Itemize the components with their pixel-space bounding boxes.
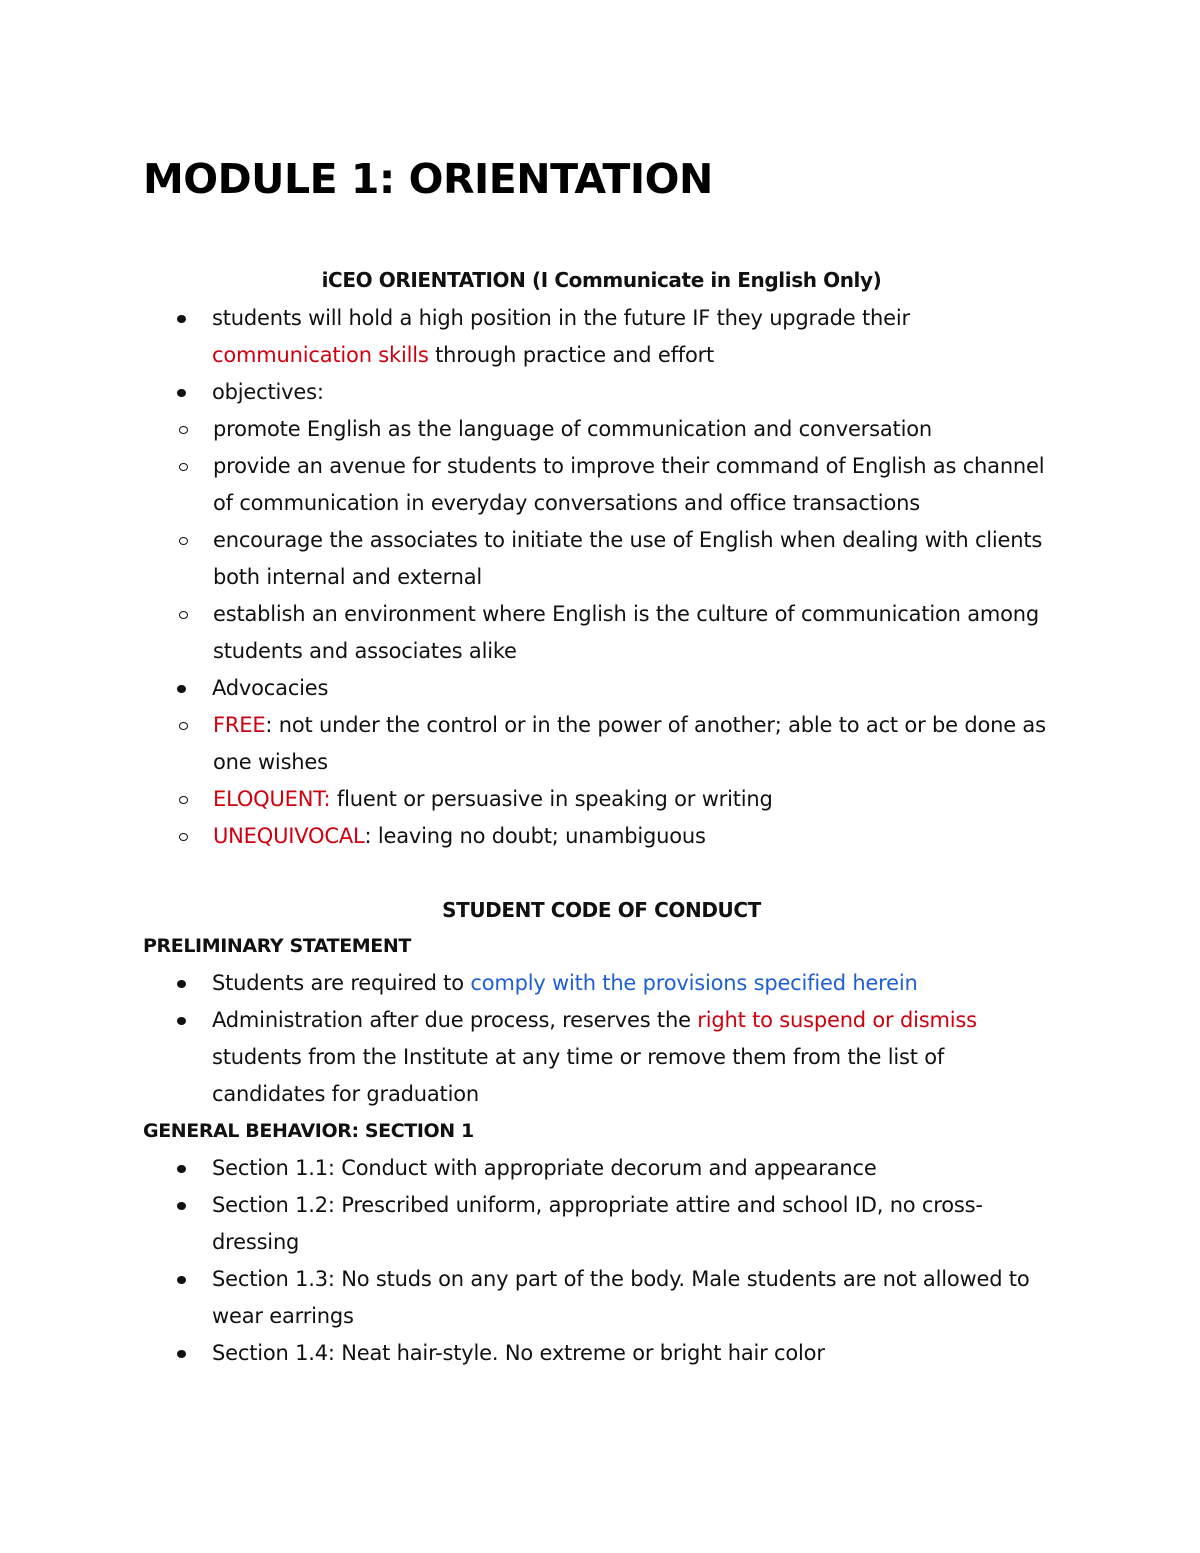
iceo-heading: iCEO ORIENTATION (I Communicate in English Only) [321,268,882,292]
bullet-icon [177,1017,186,1025]
bullet-icon [177,1276,186,1284]
advocacy-definition: leaving no doubt; unambiguous [371,824,706,848]
hollow-bullet-icon [179,537,188,545]
item-text: Administration after due process, reserves the [212,1008,698,1032]
list-item [143,818,1060,855]
hollow-bullet-icon [179,611,188,619]
item-text: Section 1.1: Conduct with appropriate decorum and appearance [212,1156,877,1180]
item-text: Section 1.4: Neat hair-style. No extreme or bright hair color [212,1341,825,1365]
item-text: Section 1.3: No studs on any part of the body. Male students are not allowed to wear earrings [212,1267,1030,1328]
list-item [143,300,1060,374]
item-text: students will hold a high position in the future IF they upgrade their [212,306,910,330]
list-item [143,1335,1060,1372]
preliminary-heading: PRELIMINARY STATEMENT [143,935,411,957]
hollow-bullet-icon [179,463,188,471]
general-behavior-list [143,1150,1060,1372]
advocacy-definition: fluent or persuasive in speaking or writing [330,787,773,811]
item-text: establish an environment where English is the culture of communication among students and associates alike [213,602,1040,663]
highlight-text: comply with the provisions specified herein [470,971,918,995]
highlight-text: communication skills [212,343,429,367]
bullet-icon [177,685,186,693]
list-item [143,596,1060,670]
hollow-bullet-icon [179,833,188,841]
item-text: encourage the associates to initiate the use of English when dealing with clients both internal and external [213,528,1043,589]
item-text: through practice and effort [428,343,715,367]
hollow-bullet-icon [179,722,188,730]
bullet-icon [177,1165,186,1173]
list-item [143,1187,1060,1261]
advocacy-colon: : [364,824,372,848]
objectives-label: objectives: [212,380,324,404]
conduct-heading: STUDENT CODE OF CONDUCT [442,898,761,922]
list-item [143,522,1060,596]
list-item [143,707,1060,781]
item-text: Section 1.2: Prescribed uniform, appropriate attire and school ID, no cross-dressing [212,1193,983,1254]
objectives-list [143,411,1060,670]
list-item [143,374,1060,411]
iceo-list [143,300,1060,411]
bullet-icon [177,1202,186,1210]
item-text: provide an avenue for students to improve their command of English as channel of communication in everyday conversations and office transactions [213,454,1045,515]
list-item [143,1002,1060,1113]
list-item [143,1150,1060,1187]
general-behavior-heading: GENERAL BEHAVIOR: SECTION 1 [143,1120,474,1142]
hollow-bullet-icon [179,426,188,434]
advocacies-list [143,707,1060,855]
bullet-icon [177,315,186,323]
bullet-icon [177,980,186,988]
advocacy-colon: : [265,713,273,737]
hollow-bullet-icon [179,796,188,804]
item-text: students from the Institute at any time or remove them from the list of candidates for graduation [212,1045,945,1106]
list-item [143,448,1060,522]
advocacy-definition: not under the control or in the power of another; able to act or be done as one wishes [213,713,1046,774]
advocacies-label: Advocacies [212,676,329,700]
bullet-icon [177,1350,186,1358]
page-title: MODULE 1: ORIENTATION [143,155,713,203]
bullet-icon [177,389,186,397]
list-item [143,781,1060,818]
item-text: promote English as the language of communication and conversation [213,417,932,441]
advocacy-term: UNEQUIVOCAL [213,824,365,848]
preliminary-list [143,965,1060,1113]
list-item [143,670,1060,707]
advocacy-term: FREE [213,713,266,737]
advocacies-list-parent [143,670,1060,707]
item-text: Students are required to [212,971,471,995]
list-item [143,965,1060,1002]
highlight-text: right to suspend or dismiss [697,1008,977,1032]
list-item [143,1261,1060,1335]
advocacy-term: ELOQUENT: [213,787,331,811]
list-item [143,411,1060,448]
